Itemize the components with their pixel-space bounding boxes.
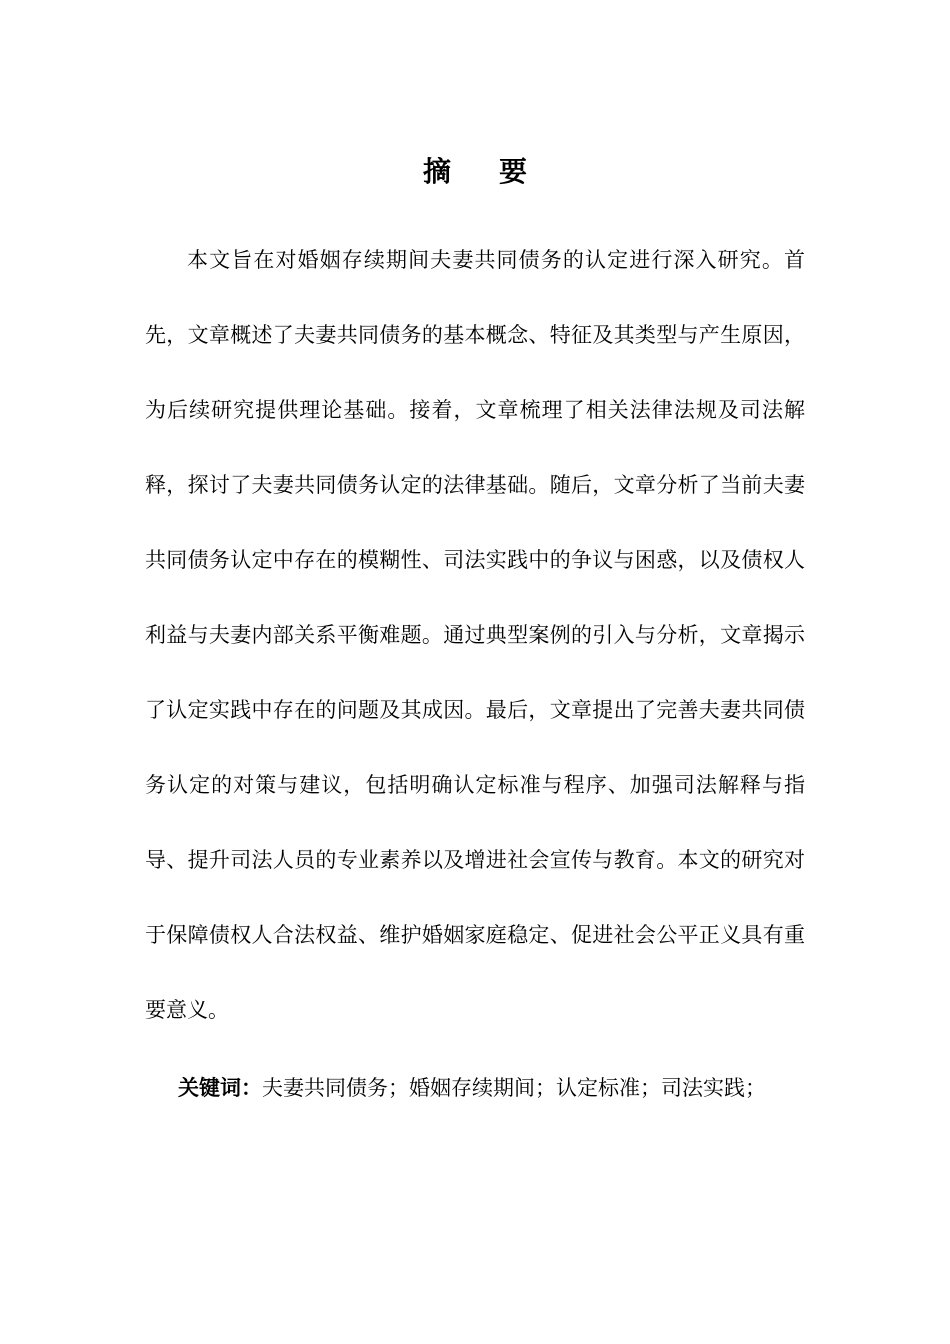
keywords-value: 夫妻共同债务；婚姻存续期间；认定标准；司法实践； <box>262 1076 766 1100</box>
abstract-paragraph: 本文旨在对婚姻存续期间夫妻共同债务的认定进行深入研究。首先，文章概述了夫妻共同债务的基本概念、特征及其类型与产生原因，为后续研究提供理论基础。接着，文章梳理了相关法律法规及司法解释，探讨了夫妻共同债务认定的法律基础。随后，文章分析了当前夫妻共同债务认定中存在的模糊性、司法实践中的争议与困惑，以及债权人利益与夫妻内部关系平衡难题。通过典型案例的引入与分析，文章揭示了认定实践中存在的问题及其成因。最后，文章提出了完善夫妻共同债务认定的对策与建议，包括明确认定标准与程序、加强司法解释与指导、提升司法人员的专业素养以及增进社会宣传与教育。本文的研究对于保障债权人合法权益、维护婚姻家庭稳定、促进社会公平正义具有重要意义。 <box>145 248 805 1022</box>
keywords-line <box>178 1066 818 1110</box>
title-char-1: 摘 <box>422 155 451 188</box>
page-title <box>0 150 950 194</box>
keywords-label: 关键词： <box>178 1076 262 1100</box>
title-char-2: 要 <box>499 155 528 188</box>
